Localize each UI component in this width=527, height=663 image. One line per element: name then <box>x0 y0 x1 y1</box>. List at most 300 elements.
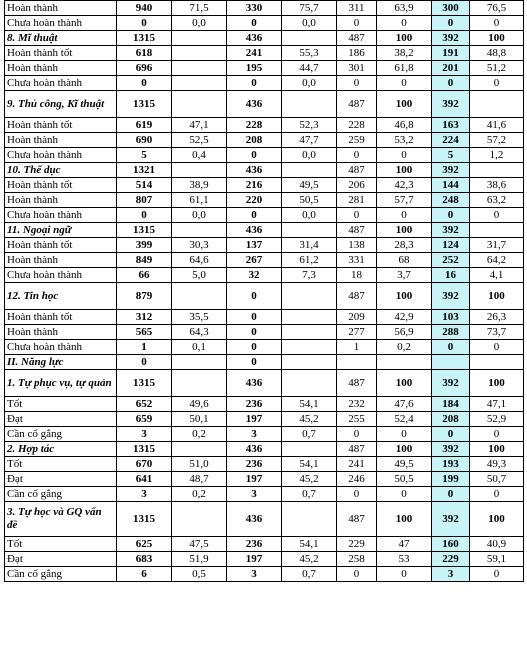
cell-p4: 100 <box>470 370 524 397</box>
cell-p1: 0,5 <box>172 567 227 582</box>
cell-p2: 75,7 <box>282 1 337 16</box>
cell-n4: 392 <box>432 442 470 457</box>
cell-n4: 184 <box>432 397 470 412</box>
cell-n3: 0 <box>337 76 377 91</box>
table-row <box>5 178 524 193</box>
row-label: Hoàn thành <box>5 61 117 76</box>
table-row <box>5 208 524 223</box>
cell-n1: 399 <box>117 238 172 253</box>
row-label: 3. Tự học và GQ vấn đề <box>5 502 117 537</box>
cell-n1: 879 <box>117 283 172 310</box>
cell-p3: 3,7 <box>377 268 432 283</box>
cell-p4 <box>470 223 524 238</box>
cell-n3: 18 <box>337 268 377 283</box>
table-row <box>5 76 524 91</box>
cell-p2: 0,7 <box>282 427 337 442</box>
cell-n3: 311 <box>337 1 377 16</box>
statistics-table <box>4 0 524 582</box>
cell-n1: 696 <box>117 61 172 76</box>
cell-n2: 0 <box>227 325 282 340</box>
table-row <box>5 91 524 118</box>
cell-n3: 186 <box>337 46 377 61</box>
cell-p3: 68 <box>377 253 432 268</box>
cell-n1: 1315 <box>117 370 172 397</box>
table-row <box>5 31 524 46</box>
cell-n1: 3 <box>117 427 172 442</box>
cell-p2 <box>282 325 337 340</box>
cell-p4: 40,9 <box>470 537 524 552</box>
cell-p1 <box>172 76 227 91</box>
cell-p1 <box>172 163 227 178</box>
cell-n3: 487 <box>337 370 377 397</box>
cell-p4: 76,5 <box>470 1 524 16</box>
row-label: Chưa hoàn thành <box>5 208 117 223</box>
cell-p1 <box>172 370 227 397</box>
cell-n3: 487 <box>337 502 377 537</box>
cell-p3: 0 <box>377 487 432 502</box>
cell-n1: 0 <box>117 355 172 370</box>
cell-p4: 38,6 <box>470 178 524 193</box>
row-label: Chưa hoàn thành <box>5 16 117 31</box>
cell-p3: 100 <box>377 442 432 457</box>
cell-n1: 619 <box>117 118 172 133</box>
cell-n4: 300 <box>432 1 470 16</box>
cell-n4: 124 <box>432 238 470 253</box>
cell-n3: 487 <box>337 163 377 178</box>
cell-p2 <box>282 442 337 457</box>
row-label: Hoàn thành <box>5 325 117 340</box>
row-label: Hoàn thành tốt <box>5 178 117 193</box>
cell-n4: 208 <box>432 412 470 427</box>
cell-p2: 45,2 <box>282 552 337 567</box>
cell-p1: 0,0 <box>172 16 227 31</box>
table-row <box>5 16 524 31</box>
cell-p3: 0 <box>377 427 432 442</box>
cell-p1: 0,0 <box>172 208 227 223</box>
cell-n4: 0 <box>432 16 470 31</box>
cell-n4: 0 <box>432 340 470 355</box>
cell-p3: 0 <box>377 567 432 582</box>
table-row <box>5 253 524 268</box>
cell-n4: 392 <box>432 91 470 118</box>
cell-n1: 1321 <box>117 163 172 178</box>
table-row <box>5 552 524 567</box>
cell-p4: 0 <box>470 208 524 223</box>
cell-n3: 0 <box>337 16 377 31</box>
cell-p4: 100 <box>470 31 524 46</box>
cell-n3: 259 <box>337 133 377 148</box>
cell-n2: 241 <box>227 46 282 61</box>
cell-p4: 48,8 <box>470 46 524 61</box>
cell-n1: 565 <box>117 325 172 340</box>
row-label: 12. Tin học <box>5 283 117 310</box>
cell-n2: 267 <box>227 253 282 268</box>
cell-p2: 54,1 <box>282 397 337 412</box>
cell-p1 <box>172 31 227 46</box>
cell-p3: 53,2 <box>377 133 432 148</box>
cell-n2: 32 <box>227 268 282 283</box>
cell-p4: 49,3 <box>470 457 524 472</box>
cell-p2: 0,0 <box>282 16 337 31</box>
cell-n1: 1315 <box>117 502 172 537</box>
cell-n2: 197 <box>227 412 282 427</box>
cell-p4: 0 <box>470 487 524 502</box>
cell-p4: 100 <box>470 442 524 457</box>
cell-n2: 436 <box>227 370 282 397</box>
cell-n4: 288 <box>432 325 470 340</box>
table-row <box>5 118 524 133</box>
cell-p3: 42,3 <box>377 178 432 193</box>
cell-p3: 0 <box>377 16 432 31</box>
cell-p3: 50,5 <box>377 472 432 487</box>
cell-n1: 312 <box>117 310 172 325</box>
cell-n3: 331 <box>337 253 377 268</box>
cell-p3: 28,3 <box>377 238 432 253</box>
cell-n4: 392 <box>432 502 470 537</box>
row-label: Hoàn thành <box>5 133 117 148</box>
cell-p1 <box>172 46 227 61</box>
table-row <box>5 442 524 457</box>
cell-n2: 197 <box>227 472 282 487</box>
cell-p2: 0,0 <box>282 76 337 91</box>
cell-p1: 5,0 <box>172 268 227 283</box>
cell-p3: 0 <box>377 148 432 163</box>
cell-p1: 30,3 <box>172 238 227 253</box>
cell-p2 <box>282 223 337 238</box>
cell-p2: 49,5 <box>282 178 337 193</box>
row-label: Đạt <box>5 552 117 567</box>
cell-p4: 47,1 <box>470 397 524 412</box>
cell-p4: 100 <box>470 283 524 310</box>
row-label: 1. Tự phục vụ, tự quản <box>5 370 117 397</box>
row-label: II. Năng lực <box>5 355 117 370</box>
cell-n2: 236 <box>227 537 282 552</box>
cell-p1: 64,3 <box>172 325 227 340</box>
cell-p2: 61,2 <box>282 253 337 268</box>
cell-n2: 436 <box>227 163 282 178</box>
row-label: 9. Thủ công, Kĩ thuật <box>5 91 117 118</box>
cell-p4: 100 <box>470 502 524 537</box>
cell-n2: 236 <box>227 397 282 412</box>
cell-p2 <box>282 91 337 118</box>
cell-n1: 641 <box>117 472 172 487</box>
cell-n4: 224 <box>432 133 470 148</box>
cell-p2 <box>282 163 337 178</box>
cell-n1: 683 <box>117 552 172 567</box>
cell-n3 <box>337 355 377 370</box>
cell-n4: 191 <box>432 46 470 61</box>
cell-p2 <box>282 340 337 355</box>
cell-p4: 0 <box>470 340 524 355</box>
table-row <box>5 457 524 472</box>
table-row <box>5 133 524 148</box>
cell-p2: 7,3 <box>282 268 337 283</box>
table-row <box>5 148 524 163</box>
cell-n1: 1 <box>117 340 172 355</box>
row-label: 10. Thể dục <box>5 163 117 178</box>
cell-p4: 59,1 <box>470 552 524 567</box>
cell-n2: 436 <box>227 442 282 457</box>
cell-p4 <box>470 91 524 118</box>
row-label: Hoàn thành <box>5 1 117 16</box>
cell-n1: 0 <box>117 76 172 91</box>
cell-p3: 47,6 <box>377 397 432 412</box>
cell-p2: 54,1 <box>282 537 337 552</box>
cell-n1: 1315 <box>117 31 172 46</box>
cell-p4: 64,2 <box>470 253 524 268</box>
cell-p1 <box>172 91 227 118</box>
cell-n4: 392 <box>432 31 470 46</box>
cell-n4: 248 <box>432 193 470 208</box>
cell-n1: 66 <box>117 268 172 283</box>
cell-n1: 1315 <box>117 223 172 238</box>
cell-p2: 31,4 <box>282 238 337 253</box>
cell-n3: 301 <box>337 61 377 76</box>
cell-n1: 849 <box>117 253 172 268</box>
row-label: Hoàn thành tốt <box>5 310 117 325</box>
cell-n2: 195 <box>227 61 282 76</box>
cell-n3: 487 <box>337 283 377 310</box>
row-label: Tốt <box>5 457 117 472</box>
cell-n3: 0 <box>337 567 377 582</box>
cell-n2: 3 <box>227 567 282 582</box>
cell-p1: 50,1 <box>172 412 227 427</box>
cell-p2: 52,3 <box>282 118 337 133</box>
cell-n4: 0 <box>432 487 470 502</box>
cell-p3: 53 <box>377 552 432 567</box>
table-row <box>5 472 524 487</box>
cell-p1 <box>172 61 227 76</box>
cell-n2: 236 <box>227 457 282 472</box>
cell-n2: 3 <box>227 427 282 442</box>
cell-p4: 0 <box>470 567 524 582</box>
cell-p4: 4,1 <box>470 268 524 283</box>
row-label: Hoàn thành tốt <box>5 238 117 253</box>
cell-n3: 487 <box>337 91 377 118</box>
cell-n3: 1 <box>337 340 377 355</box>
table-row <box>5 283 524 310</box>
cell-n4: 229 <box>432 552 470 567</box>
cell-p1 <box>172 502 227 537</box>
cell-n2: 228 <box>227 118 282 133</box>
cell-n2: 3 <box>227 487 282 502</box>
row-label: Đạt <box>5 412 117 427</box>
cell-n3: 229 <box>337 537 377 552</box>
cell-n1: 652 <box>117 397 172 412</box>
cell-n3: 255 <box>337 412 377 427</box>
cell-n2: 197 <box>227 552 282 567</box>
cell-p1: 38,9 <box>172 178 227 193</box>
cell-n2: 216 <box>227 178 282 193</box>
cell-p2: 45,2 <box>282 412 337 427</box>
cell-n4: 163 <box>432 118 470 133</box>
cell-n2: 208 <box>227 133 282 148</box>
cell-p1: 0,2 <box>172 487 227 502</box>
table-row <box>5 427 524 442</box>
cell-p1: 52,5 <box>172 133 227 148</box>
cell-n4: 201 <box>432 61 470 76</box>
cell-n3: 0 <box>337 427 377 442</box>
cell-n2: 330 <box>227 1 282 16</box>
cell-n4: 16 <box>432 268 470 283</box>
cell-p1: 47,1 <box>172 118 227 133</box>
cell-n3: 487 <box>337 442 377 457</box>
cell-p1: 35,5 <box>172 310 227 325</box>
cell-p4: 52,9 <box>470 412 524 427</box>
cell-n3: 0 <box>337 148 377 163</box>
cell-p3: 100 <box>377 163 432 178</box>
cell-p3: 38,2 <box>377 46 432 61</box>
cell-p2: 0,0 <box>282 208 337 223</box>
cell-n1: 514 <box>117 178 172 193</box>
cell-p2 <box>282 355 337 370</box>
cell-n3: 0 <box>337 487 377 502</box>
cell-p4: 31,7 <box>470 238 524 253</box>
cell-n3: 487 <box>337 223 377 238</box>
table-row <box>5 1 524 16</box>
cell-n4: 0 <box>432 208 470 223</box>
row-label: Cần cố gắng <box>5 427 117 442</box>
cell-n1: 5 <box>117 148 172 163</box>
cell-p1: 71,5 <box>172 1 227 16</box>
row-label: Chưa hoàn thành <box>5 340 117 355</box>
cell-n2: 0 <box>227 208 282 223</box>
cell-n2: 0 <box>227 148 282 163</box>
row-label: 11. Ngoại ngữ <box>5 223 117 238</box>
row-label: Hoàn thành tốt <box>5 118 117 133</box>
table-row <box>5 412 524 427</box>
table-row <box>5 567 524 582</box>
row-label: 8. Mĩ thuật <box>5 31 117 46</box>
cell-p3: 0,2 <box>377 340 432 355</box>
cell-p1: 48,7 <box>172 472 227 487</box>
cell-n4: 252 <box>432 253 470 268</box>
cell-p3: 100 <box>377 223 432 238</box>
cell-p2 <box>282 502 337 537</box>
cell-n2: 0 <box>227 16 282 31</box>
cell-n1: 690 <box>117 133 172 148</box>
table-row <box>5 61 524 76</box>
cell-n3: 281 <box>337 193 377 208</box>
cell-p4: 63,2 <box>470 193 524 208</box>
table-row <box>5 46 524 61</box>
cell-n3: 206 <box>337 178 377 193</box>
cell-n3: 209 <box>337 310 377 325</box>
cell-n4: 144 <box>432 178 470 193</box>
cell-p1 <box>172 283 227 310</box>
cell-p4: 26,3 <box>470 310 524 325</box>
cell-n1: 670 <box>117 457 172 472</box>
cell-p1: 61,1 <box>172 193 227 208</box>
cell-n4 <box>432 355 470 370</box>
cell-p4: 1,2 <box>470 148 524 163</box>
row-label: Tốt <box>5 397 117 412</box>
cell-n1: 618 <box>117 46 172 61</box>
cell-n2: 0 <box>227 340 282 355</box>
cell-p4 <box>470 163 524 178</box>
cell-p2: 55,3 <box>282 46 337 61</box>
cell-p2: 0,7 <box>282 487 337 502</box>
row-label: Chưa hoàn thành <box>5 268 117 283</box>
cell-n3: 228 <box>337 118 377 133</box>
cell-p2: 45,2 <box>282 472 337 487</box>
cell-n1: 807 <box>117 193 172 208</box>
cell-n4: 193 <box>432 457 470 472</box>
cell-p3: 56,9 <box>377 325 432 340</box>
cell-n1: 3 <box>117 487 172 502</box>
cell-p4: 57,2 <box>470 133 524 148</box>
cell-p3: 100 <box>377 31 432 46</box>
cell-p3: 57,7 <box>377 193 432 208</box>
cell-p3: 0 <box>377 208 432 223</box>
row-label: Hoàn thành tốt <box>5 46 117 61</box>
cell-n3: 0 <box>337 208 377 223</box>
cell-n4: 3 <box>432 567 470 582</box>
cell-p3: 100 <box>377 283 432 310</box>
cell-p2: 54,1 <box>282 457 337 472</box>
row-label: Đạt <box>5 472 117 487</box>
row-label: Cần cố gắng <box>5 487 117 502</box>
cell-p2: 0,7 <box>282 567 337 582</box>
cell-p2: 50,5 <box>282 193 337 208</box>
cell-p1: 49,6 <box>172 397 227 412</box>
cell-n3: 277 <box>337 325 377 340</box>
cell-n2: 436 <box>227 31 282 46</box>
cell-n2: 0 <box>227 355 282 370</box>
row-label: Chưa hoàn thành <box>5 148 117 163</box>
cell-n2: 436 <box>227 502 282 537</box>
cell-p3: 100 <box>377 91 432 118</box>
table-row <box>5 537 524 552</box>
cell-n2: 0 <box>227 283 282 310</box>
table-row <box>5 340 524 355</box>
cell-p2: 47,7 <box>282 133 337 148</box>
cell-n3: 487 <box>337 31 377 46</box>
cell-p1: 51,9 <box>172 552 227 567</box>
cell-p4 <box>470 355 524 370</box>
cell-p1: 64,6 <box>172 253 227 268</box>
row-label: Hoàn thành <box>5 253 117 268</box>
cell-p1 <box>172 355 227 370</box>
cell-n3: 232 <box>337 397 377 412</box>
cell-n3: 246 <box>337 472 377 487</box>
cell-p4: 0 <box>470 427 524 442</box>
cell-p4: 0 <box>470 16 524 31</box>
cell-p2: 0,0 <box>282 148 337 163</box>
cell-n3: 138 <box>337 238 377 253</box>
table-row <box>5 310 524 325</box>
row-label: Tốt <box>5 537 117 552</box>
cell-p1: 47,5 <box>172 537 227 552</box>
table-row <box>5 193 524 208</box>
table-row <box>5 163 524 178</box>
cell-n2: 220 <box>227 193 282 208</box>
table-row <box>5 502 524 537</box>
cell-n2: 436 <box>227 223 282 238</box>
table-row <box>5 268 524 283</box>
cell-n1: 6 <box>117 567 172 582</box>
cell-p3: 46,8 <box>377 118 432 133</box>
cell-p3: 0 <box>377 76 432 91</box>
cell-p3: 42,9 <box>377 310 432 325</box>
cell-p1: 0,4 <box>172 148 227 163</box>
cell-p4: 51,2 <box>470 61 524 76</box>
cell-p2: 44,7 <box>282 61 337 76</box>
cell-p1 <box>172 442 227 457</box>
cell-p4: 73,7 <box>470 325 524 340</box>
cell-n1: 0 <box>117 16 172 31</box>
cell-n2: 436 <box>227 91 282 118</box>
